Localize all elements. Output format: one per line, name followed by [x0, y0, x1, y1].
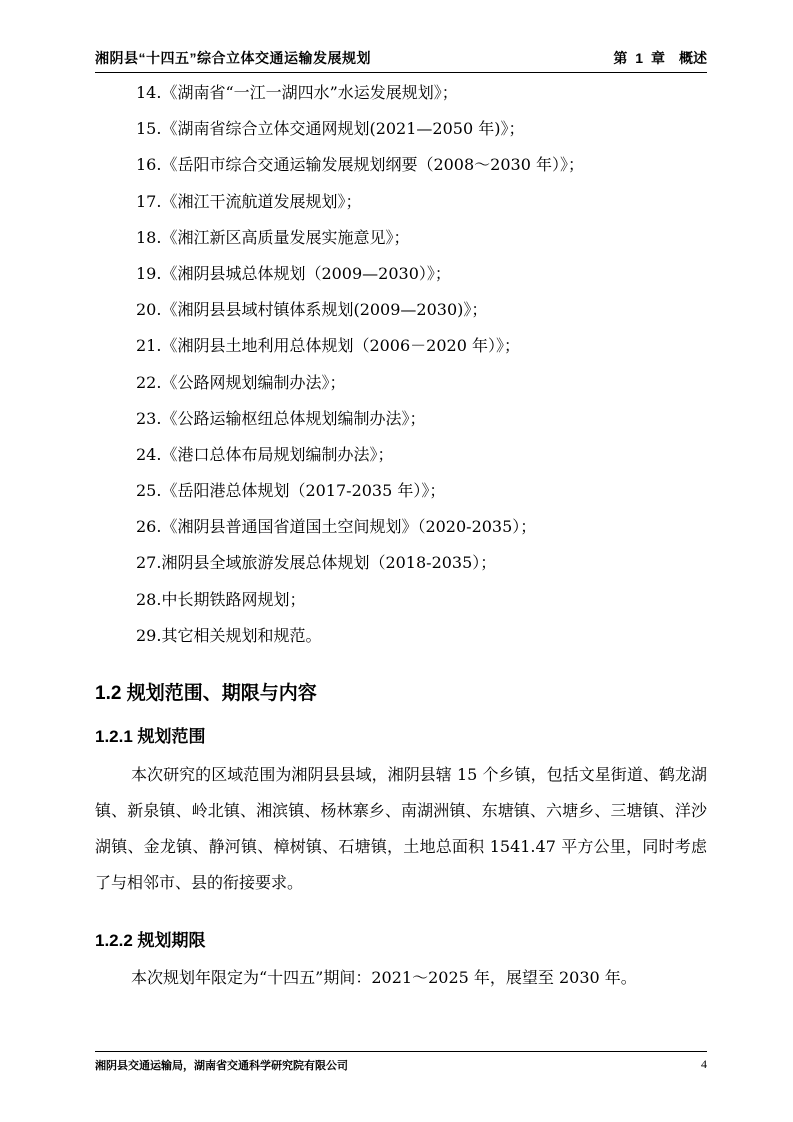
list-item: 15.《湖南省综合立体交通网规划(2021—2050 年)》； [136, 119, 525, 139]
period-paragraph: 本次规划年限定为“十四五”期间：2021～2025 年，展望至 2030 年。 [131, 968, 637, 987]
list-item: 25.《岳阳港总体规划（2017-2035 年）》； [136, 481, 446, 501]
list-item: 16.《岳阳市综合交通运输发展规划纲要（2008～2030 年）》； [136, 155, 584, 175]
list-item: 24.《港口总体布局规划编制办法》； [136, 444, 394, 464]
list-item: 22.《公路网规划编制办法》； [136, 372, 346, 392]
document-title: 湘阴县“十四五”综合立体交通运输发展规划 [95, 50, 371, 66]
footer-organization: 湘阴县交通运输局，湖南省交通科学研究院有限公司 [95, 1060, 348, 1072]
list-item: 28.中长期铁路网规划； [136, 589, 306, 609]
reference-list [136, 80, 584, 659]
page-header [95, 46, 707, 73]
list-item: 18.《湘江新区高质量发展实施意见》； [136, 227, 410, 247]
list-item: 21.《湘阴县土地利用总体规划（2006－2020 年）》； [136, 336, 520, 356]
list-item: 23.《公路运输枢纽总体规划编制办法》； [136, 408, 426, 428]
list-item: 29.其它相关规划和规范。 [136, 625, 322, 645]
list-item: 14.《湖南省“一江一湖四水”水运发展规划》； [136, 83, 458, 102]
list-item: 17.《湘江干流航道发展规划》； [136, 191, 362, 211]
list-item: 27.湘阴县全域旅游发展总体规划（2018-2035）； [136, 553, 497, 573]
scope-paragraph: 本次研究的区域范围为湘阴县县域，湘阴县辖 15 个乡镇，包括文星街道、鹤龙湖镇、新泉镇、岭北镇、湘滨镇、杨林寨乡、南湖洲镇、东塘镇、六塘乡、三塘镇、洋沙湖镇、金龙镇、静河镇、樟树镇、石塘镇，土地总面积 1541.47 平方公里，同时考虑了与相邻市、县的衔接要求。 [95, 765, 707, 892]
list-item: 19.《湘阴县城总体规划（2009—2030）》； [136, 263, 451, 283]
subsection-heading-period: 1.2.2 规划期限 [95, 931, 206, 950]
list-item: 20.《湘阴县县域村镇体系规划(2009—2030)》； [136, 300, 488, 320]
subsection-heading-scope: 1.2.1 规划范围 [95, 727, 206, 746]
list-item: 26.《湘阴县普通国省道国土空间规划》（2020-2035）； [136, 517, 537, 537]
chapter-label: 第 1 章 概述 [613, 50, 707, 66]
page-number: 4 [701, 1057, 707, 1071]
page-footer [95, 1051, 707, 1073]
section-heading: 1.2 规划范围、期限与内容 [95, 683, 317, 704]
